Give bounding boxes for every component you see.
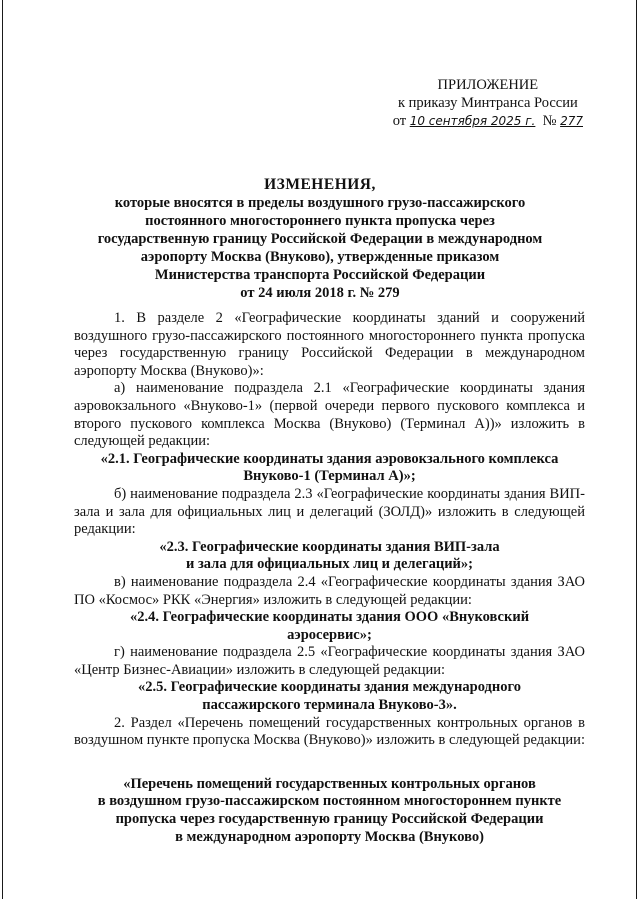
paragraph-2: 2. Раздел «Перечень помещений государственных контрольных органов в воздушном пункте пропуска Москва (Внуково)» изложить в следующей редакции:: [74, 714, 585, 749]
subsection-heading-line: и зала для официальных лиц и делегаций»;: [186, 556, 473, 573]
heading-line: которые вносятся в пределы воздушного грузо-пассажирского: [114, 195, 526, 211]
subsection-heading-2-4: [74, 609, 585, 644]
document-heading: [40, 176, 600, 302]
appendix-block: [393, 76, 583, 130]
subsection-heading-line: «2.3. Географические координаты здания ВИП-зала: [159, 538, 500, 555]
heading-line: государственную границу Российской Федерации в международном: [97, 231, 543, 247]
subsection-heading-2-5: [74, 679, 585, 714]
list-title-line: в международном аэропорту Москва (Внуково): [175, 828, 484, 845]
scan-border-left: [2, 0, 3, 899]
subsection-heading-line: Внуково-1 (Терминал А)»;: [243, 468, 416, 485]
subsection-heading-line: аэросервис»;: [287, 626, 372, 643]
heading-line: Министерства транспорта Российской Федерации: [154, 267, 486, 283]
heading-line: аэропорту Москва (Внуково), утвержденные приказом: [140, 249, 500, 265]
appendix-number-label: №: [542, 113, 557, 129]
list-title: [74, 776, 585, 846]
list-title-line: «Перечень помещений государственных контрольных органов: [123, 775, 536, 792]
scan-border-right: [636, 0, 637, 899]
heading-line: постоянного многостороннего пункта пропуска через: [145, 213, 495, 229]
list-title-line: в воздушном грузо-пассажирском постоянном многостороннем пункте: [97, 793, 562, 810]
paragraph-1: 1. В разделе 2 «Географические координаты зданий и сооружений воздушного грузо-пассажирского постоянного многостороннего пункта пропуска через государственную границу Российской Федерации в международном аэропорту Москва (Внуково)»:: [74, 310, 585, 379]
subsection-heading-line: пассажирского терминала Внуково-3».: [202, 697, 457, 714]
document-body: [74, 310, 585, 846]
appendix-title: ПРИЛОЖЕНИЕ: [437, 77, 539, 93]
paragraph-a: а) наименование подраздела 2.1 «Географические координаты здания аэровокзального «Внуково-1» (первой очереди первого пускового комплекса и второго пускового комплекса Москва (Внуково) (Терминал А))» изложить в следующей редакции:: [74, 380, 585, 450]
heading-main: ИЗМЕНЕНИЯ,: [264, 176, 376, 193]
appendix-order: к приказу Минтранса России: [397, 95, 578, 111]
spacer: [74, 750, 585, 776]
handwritten-date: 10 сентября 2025 г.: [409, 114, 536, 128]
paragraph-v: в) наименование подраздела 2.4 «Географические координаты здания ЗАО ПО «Космос» РКК «Энергия» изложить в следующей редакции:: [74, 573, 585, 608]
appendix-date-line: [393, 112, 583, 130]
subsection-heading-line: «2.4. Географические координаты здания ООО «Внуковский: [129, 609, 530, 626]
paragraph-g: г) наименование подраздела 2.5 «Географические координаты здания ЗАО «Центр Бизнес-Авиации» изложить в следующей редакции:: [74, 644, 585, 678]
paragraph-b: б) наименование подраздела 2.3 «Географические координаты здания ВИП-зала и зала для официальных лиц и делегаций (ЗОЛД)» изложить в следующей редакции:: [74, 485, 585, 538]
appendix-from-label: от: [392, 113, 407, 129]
list-title-line: пропуска через государственную границу Российской Федерации: [115, 811, 544, 828]
subsection-heading-2-3: [74, 539, 585, 574]
subsection-heading-line: «2.1. Географические координаты здания аэровокзального комплекса: [100, 450, 559, 467]
subsection-heading-2-1: [74, 451, 585, 486]
heading-line: от 24 июля 2018 г. № 279: [240, 285, 400, 301]
handwritten-number: 277: [560, 114, 583, 128]
subsection-heading-line: «2.5. Географические координаты здания международного: [138, 679, 521, 696]
